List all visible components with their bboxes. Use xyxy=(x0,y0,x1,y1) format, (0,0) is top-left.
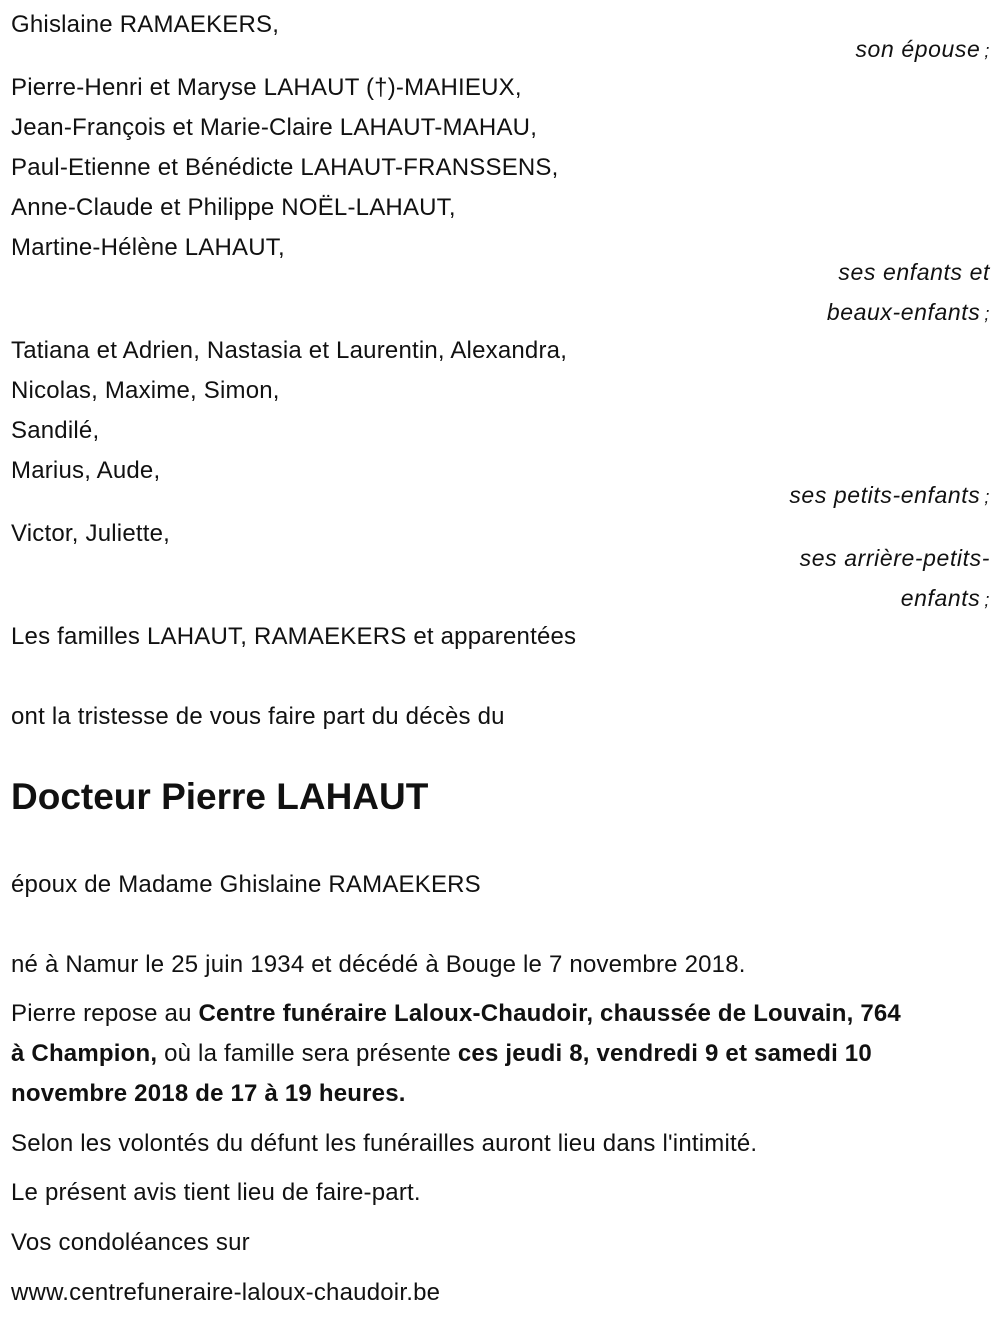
child-line-4: Anne-Claude et Philippe NOËL-LAHAUT, xyxy=(11,194,456,221)
grandchild-line-4: Marius, Aude, xyxy=(11,457,161,484)
spouse-of-line: époux de Madame Ghislaine RAMAEKERS xyxy=(11,871,481,898)
condolences-url-line xyxy=(11,1278,440,1308)
child-line-3: Paul-Etienne et Bénédicte LAHAUT-FRANSSENS, xyxy=(11,154,559,181)
repose-location: Centre funéraire Laloux-Chaudoir, chaussée de Louvain, 764 à Champion, xyxy=(11,1000,901,1067)
spouse-name: Ghislaine RAMAEKERS, xyxy=(11,11,280,38)
condolences-link[interactable]: www.centrefuneraire-laloux-chaudoir.be xyxy=(11,1279,441,1306)
semicolon: ; xyxy=(984,41,990,61)
child-line-5: Martine-Hélène LAHAUT, xyxy=(11,234,285,261)
child-line-2: Jean-François et Marie-Claire LAHAUT-MAHAU, xyxy=(11,114,538,141)
spouse-relation-label: son épouse xyxy=(855,36,981,62)
grandchild-line-2: Nicolas, Maxime, Simon, xyxy=(11,377,280,404)
child-line-1: Pierre-Henri et Maryse LAHAUT (†)-MAHIEUX, xyxy=(11,74,522,101)
children-relation-label: beaux-enfants xyxy=(826,299,981,325)
condolences-label: Vos condoléances sur xyxy=(11,1229,250,1256)
repose-middle: où la famille sera présente xyxy=(157,1040,458,1067)
grandchildren-relation-label: ses petits-enfants xyxy=(789,482,981,508)
semicolon: ; xyxy=(984,590,990,610)
repose-dates: ces jeudi 8, vendredi 9 et samedi 10 novembre 2018 de 17 à 19 heures. xyxy=(11,1040,872,1107)
repose-intro: Pierre repose au xyxy=(11,1000,199,1027)
spouse-relation xyxy=(855,34,990,66)
repose-paragraph xyxy=(11,994,911,1114)
deceased-name: Docteur Pierre LAHAUT xyxy=(11,776,429,817)
children-relation-line-1: ses enfants et xyxy=(838,259,990,285)
grandchildren-relation xyxy=(789,480,990,512)
children-relation-line-2 xyxy=(827,297,990,329)
families-line: Les familles LAHAUT, RAMAEKERS et apparentées xyxy=(11,623,577,650)
great-grandchildren-relation-line-1: ses arrière-petits- xyxy=(799,545,990,571)
grandchild-line-3: Sandilé, xyxy=(11,417,100,444)
great-grandchildren-relation-label: enfants xyxy=(900,585,981,611)
announcement-line: ont la tristesse de vous faire part du décès du xyxy=(11,703,505,730)
great-grandchild-line-1: Victor, Juliette, xyxy=(11,520,171,547)
semicolon: ; xyxy=(984,304,990,324)
great-grandchildren-relation-line-2 xyxy=(901,583,990,615)
intimacy-line: Selon les volontés du défunt les funérailles auront lieu dans l'intimité. xyxy=(11,1130,758,1157)
notice-line: Le présent avis tient lieu de faire-part. xyxy=(11,1179,421,1206)
grandchild-line-1: Tatiana et Adrien, Nastasia et Laurentin, Alexandra, xyxy=(11,337,568,364)
birth-death-line: né à Namur le 25 juin 1934 et décédé à Bouge le 7 novembre 2018. xyxy=(11,951,746,978)
semicolon: ; xyxy=(984,487,990,507)
